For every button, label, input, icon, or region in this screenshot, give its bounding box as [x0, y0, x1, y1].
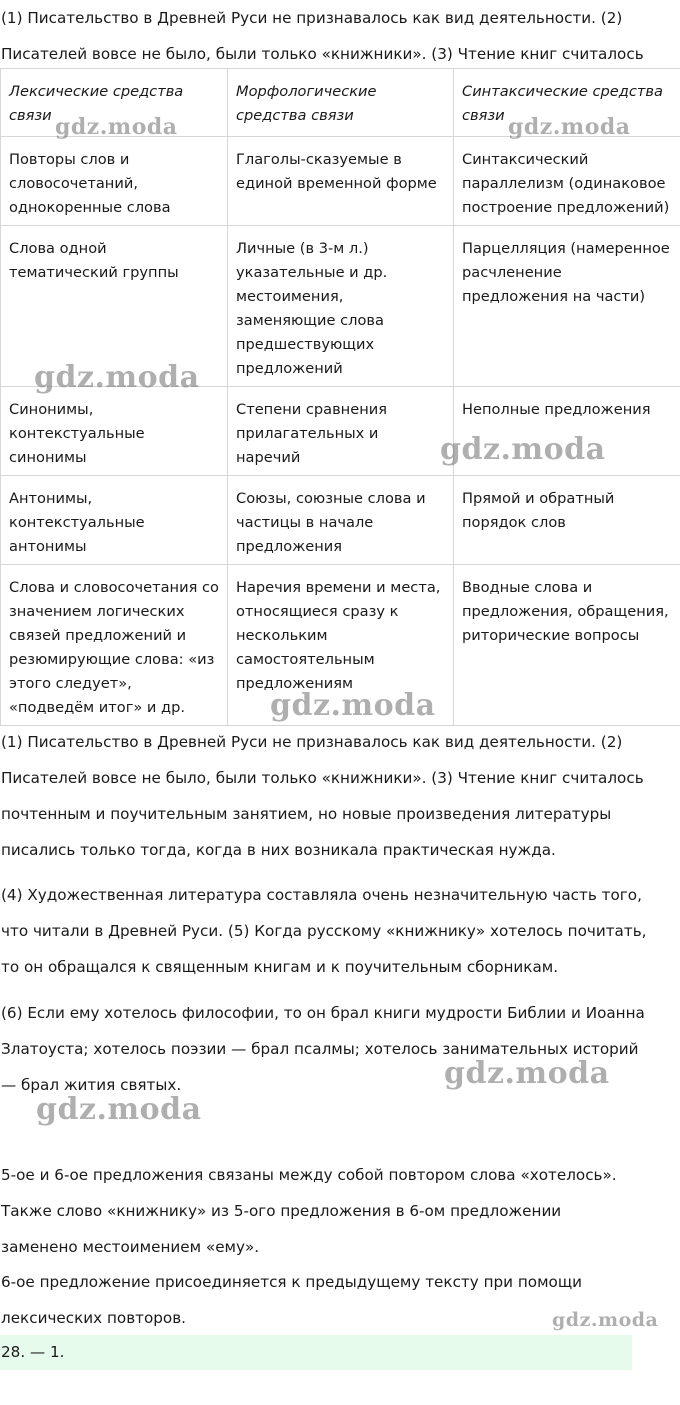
watermark-logo: gdz.moda: [508, 114, 631, 140]
table-row: [1, 565, 680, 726]
table-row: [1, 137, 680, 226]
text-paragraph-3: (6) Если ему хотелось философии, то он брал книги мудрости Библии и Иоанна Златоуста; хотелось поэзии — брал псалмы; хотелось занимательных историй — брал жития святых.: [1, 1004, 645, 1094]
text-paragraph-2: (4) Художественная литература составляла очень незначительную часть того, что читали в Древней Руси. (5) Когда русскому «книжнику» хотелось почитать, то он обращался к священным книгам и к поучительным сборникам.: [1, 886, 647, 976]
table-row: [1, 226, 680, 387]
watermark-logo: gdz.moda: [552, 1309, 659, 1331]
table-cell: Парцелляция (намеренное расчленение предложения на части): [454, 226, 680, 387]
table-cell: Слова одной тематический группы: [1, 226, 228, 387]
table-cell: Антонимы, контекстуальные антонимы: [1, 476, 228, 565]
table-cell: Прямой и обратный порядок слов: [454, 476, 680, 565]
table-cell: Степени сравнения прилагательных и наречий: [228, 387, 454, 476]
header-lexical: Лексические средства связи: [1, 69, 228, 137]
means-of-connection-table: [0, 68, 680, 726]
watermark-logo: gdz.moda: [55, 114, 178, 140]
table-cell: Союзы, союзные слова и частицы в начале предложения: [228, 476, 454, 565]
table-cell: Синтаксический параллелизм (одинаковое построение предложений): [454, 137, 680, 226]
watermark-logo: gdz.moda: [34, 360, 200, 395]
watermark-logo: gdz.moda: [36, 1092, 202, 1127]
table-cell: Вводные слова и предложения, обращения, риторические вопросы: [454, 565, 680, 726]
watermark-logo: gdz.moda: [444, 1056, 610, 1091]
table-cell: Наречия времени и места, относящиеся сразу к нескольким самостоятельным предложениям: [228, 565, 454, 726]
text-paragraph-1: (1) Писательство в Древней Руси не признавалось как вид деятельности. (2) Писателей вовсе не было, были только «книжники». (3) Чтение книг считалось почтенным и поучительным занятием, но новые произведения литературы писались только тогда, когда в них возникала практическая нужда.: [1, 733, 644, 859]
table-row: [1, 387, 680, 476]
table-cell: Личные (в 3-м л.) указательные и др. местоимения, заменяющие слова предшествующих предложений: [228, 226, 454, 387]
table-cell: Повторы слов и словосочетаний, однокоренные слова: [1, 137, 228, 226]
table-cell: Глаголы-сказуемые в единой временной форме: [228, 137, 454, 226]
top-text: (1) Писательство в Древней Руси не признавалось как вид деятельности. (2) Писателей вовсе не было, были только «книжники». (3) Чтение книг считалось: [1, 9, 644, 63]
watermark-logo: gdz.moda: [440, 432, 606, 467]
header-morphological: Морфологические средства связи: [228, 69, 454, 137]
header-syntactic: Синтаксические средства связи: [454, 69, 680, 137]
table-header-row: [1, 69, 680, 137]
table-cell: Неполные предложения: [454, 387, 680, 476]
explanation-paragraph-1: 5-ое и 6-ое предложения связаны между собой повтором слова «хотелось». Также слово «книжнику» из 5-ого предложения в 6-ом предложении заменено местоимением «ему».: [1, 1166, 617, 1256]
answer-box: [0, 1335, 632, 1370]
explanation-paragraph-2: 6-ое предложение присоединяется к предыдущему тексту при помощи лексических повторов.: [1, 1273, 582, 1327]
table-cell: Слова и словосочетания со значением логических связей предложений и резюмирующие слова: «из этого следует», «подведём итог» и др.: [1, 565, 228, 726]
table-cell: Синонимы, контекстуальные синонимы: [1, 387, 228, 476]
answer-text: 28. — 1.: [1, 1343, 65, 1361]
watermark-logo: gdz.moda: [270, 688, 436, 723]
table-row: [1, 476, 680, 565]
